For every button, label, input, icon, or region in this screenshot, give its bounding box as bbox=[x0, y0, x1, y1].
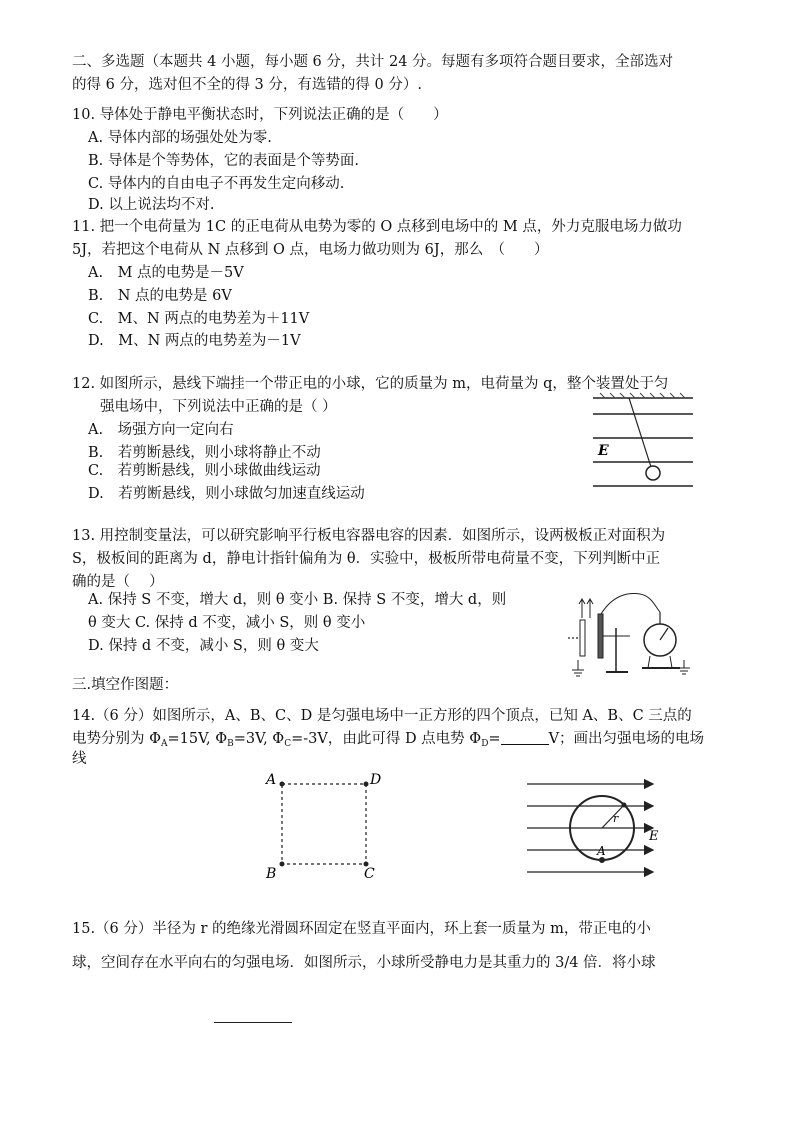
q11-option-d: D. M、N 两点的电势差为－1V bbox=[88, 333, 301, 349]
label-b: B bbox=[266, 866, 277, 882]
q12-stem-line1: 12. 如图所示，悬线下端挂一个带正电的小球，它的质量为 m，电荷量为 q，整个装置处于匀 bbox=[72, 376, 669, 392]
label-r: r bbox=[613, 812, 619, 825]
q11-option-b: B. N 点的电势是 6V bbox=[88, 288, 232, 304]
q11-option-a: A. M 点的电势是－5V bbox=[88, 265, 244, 281]
section2-line1: 二、多选题（本题共 4 小题，每小题 6 分，共计 24 分。每题有多项符合题目要求，全部选对 bbox=[72, 54, 674, 70]
suspension-thread bbox=[629, 398, 651, 467]
q12-option-b: B. 若剪断悬线，则小球将静止不动 bbox=[88, 445, 321, 461]
footnote-rule bbox=[214, 1022, 292, 1023]
answer-blank[interactable] bbox=[501, 730, 549, 745]
q10-option-d: D. 以上说法均不对. bbox=[88, 197, 215, 213]
q12-option-d: D. 若剪断悬线，则小球做匀加速直线运动 bbox=[88, 486, 365, 502]
q13-options-line3: D. 保持 d 不变，减小 S，则 θ 变大 bbox=[88, 638, 319, 654]
q12-pendulum-figure bbox=[585, 392, 700, 492]
dashed-square bbox=[282, 784, 366, 864]
vertex-a-dot bbox=[280, 782, 285, 787]
q13-stem-line3: 确的是（ ） bbox=[72, 574, 164, 590]
label-a-point: A bbox=[597, 844, 606, 858]
section2-line2: 的得 6 分，选对但不全的得 3 分，有选错的得 0 分）. bbox=[72, 77, 422, 93]
q11-stem-line2: 5J，若把这个电荷从 N 点移到 O 点，电场力做功则为 6J，那么 （ ） bbox=[72, 242, 549, 258]
ring-top-point bbox=[622, 803, 627, 808]
charged-ball bbox=[646, 466, 660, 480]
q15-stem-line1: 15.（6 分）半径为 r 的绝缘光滑圆环固定在竖直平面内，环上套一质量为 m，带正电的小 bbox=[72, 921, 651, 937]
electroscope-leg-left bbox=[648, 656, 650, 668]
q15-stem-line2: 球，空间存在水平向右的匀强电场．如图所示，小球所受静电力是其重力的 3/4 倍．将小球 bbox=[72, 955, 656, 971]
q10-stem: 10. 导体处于静电平衡状态时，下列说法正确的是（ ） bbox=[72, 107, 448, 123]
connecting-wire bbox=[601, 593, 660, 614]
plate-right bbox=[598, 614, 603, 658]
q14-ring-field-figure bbox=[525, 776, 665, 880]
q10-option-b: B. 导体是个等势体，它的表面是个等势面. bbox=[88, 153, 359, 169]
q12-option-a: A. 场强方向一定向右 bbox=[88, 422, 234, 438]
q13-stem-line1: 13. 用控制变量法，可以研究影响平行板电容器电容的因素．如图所示，设两极板正对面积为 bbox=[72, 528, 666, 544]
q13-options-line1: A. 保持 S 不变，增大 d，则 θ 变小 B. 保持 S 不变，增大 d，则 bbox=[88, 592, 507, 608]
label-d: D bbox=[370, 772, 382, 788]
field-label-e: E bbox=[598, 443, 609, 459]
q14-stem-line3: 线 bbox=[72, 751, 87, 767]
label-c: C bbox=[364, 866, 375, 882]
q13-options-line2: θ 变大 C. 保持 d 不变，减小 S，则 θ 变小 bbox=[88, 615, 366, 631]
q10-option-a: A. 导体内部的场强处处为零. bbox=[88, 130, 272, 146]
q11-stem-line1: 11. 把一个电荷量为 1C 的正电荷从电势为零的 O 点移到电场中的 M 点，外力克服电场力做功 bbox=[72, 219, 682, 235]
ground-symbol-left bbox=[572, 660, 584, 676]
electroscope-leg-right bbox=[670, 656, 672, 668]
q12-option-c: C. 若剪断悬线，则小球做曲线运动 bbox=[88, 463, 321, 479]
vertex-d-dot bbox=[364, 782, 369, 787]
q14-square-figure bbox=[258, 766, 388, 884]
vertex-b-dot bbox=[280, 862, 285, 867]
q11-option-c: C. M、N 两点的电势差为＋11V bbox=[88, 311, 310, 327]
q14-stem-line2: 电势分别为 $\Phi_A=15V$, $\Phi_B=3V$, $\Phi_C=-3V$，由此可得 D 点电势 $\Phi_D= V$；画出匀强电场的电场 bbox=[72, 731, 705, 749]
plate-left bbox=[580, 620, 585, 656]
q13-capacitor-electroscope-figure bbox=[568, 590, 698, 680]
q10-option-c: C. 导体内的自由电子不再发生定向移动. bbox=[88, 176, 345, 192]
q12-stem-line2: 强电场中，下列说法中正确的是（ ） bbox=[100, 399, 337, 415]
q14-stem-line1: 14.（6 分）如图所示，A、B、C、D 是匀强电场中一正方形的四个顶点，已知 A、B、C 三点的 bbox=[72, 708, 692, 724]
section3-title: 三.填空作图题： bbox=[72, 677, 179, 693]
label-a: A bbox=[266, 772, 277, 788]
label-e: E bbox=[649, 829, 659, 844]
q13-stem-line2: S，极板间的距离为 d，静电计指针偏角为 θ．实验中，极板所带电荷量不变，下列判断中正 bbox=[72, 551, 661, 567]
